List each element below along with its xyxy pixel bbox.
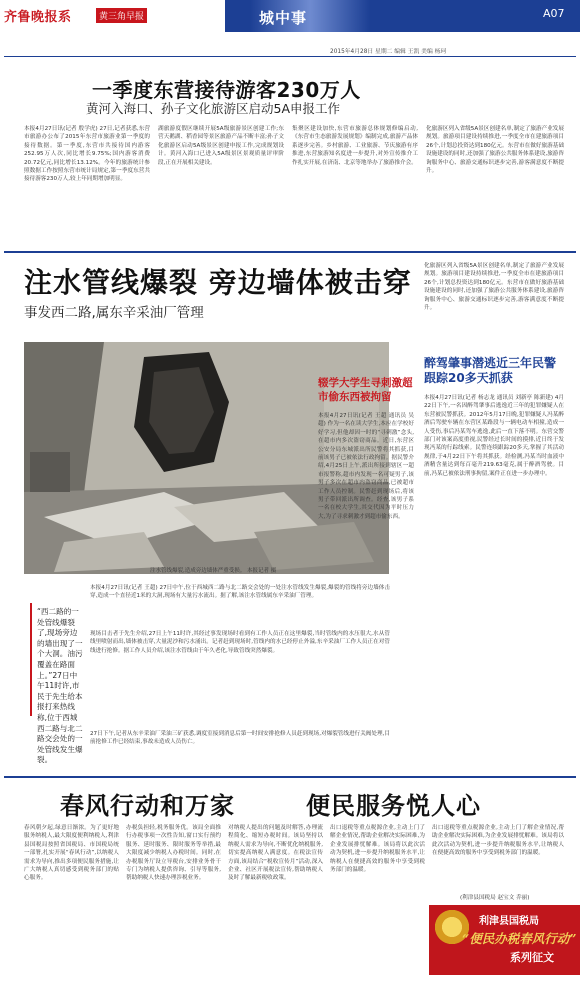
story5-column-4: 出口退税等重点税源企业,主动上门了解企业情况,帮助企业解决实际困难,为企业发展排忧解难。该局将以此次活动为契机,进一步提升纳税服务水平,让纳税人在便捷高效的服务中享受到税务部门的温暖。 <box>330 825 425 874</box>
story1-column-2: 湖旅游度假区继续开展5A级旅游景区创建工作;东营天鹅湖、稻香园等景区旅游产品不断丰富;孙子文化旅游区启动5A级景区创建申报工作,完成规划设计。黄河入海口已进入5A级景区景观质量评审阶段,正在开展相关建设。 <box>158 126 284 166</box>
bottom-divider <box>4 776 576 778</box>
story-divider <box>4 251 576 253</box>
story1-column-1: 本报4月27日讯(记者 殷学虎) 27日,记者获悉,东营市旅游办公布了2015年东营市旅游业第一季度的接待数据。第一季度,东营市共接待国内游客252.95万人次,同比增长9.75%;国内游客消费20.72亿元,同比增长13.12%。今年的旅游统计参照数据工作按照东营市统计局规定,第一季度东营共接待游客230万人,较上年同期增加明显。 <box>24 126 150 183</box>
edition-badge: 黄三角早报 <box>96 8 147 23</box>
banner-line-1: 利津县国税局 <box>479 916 539 927</box>
newspaper-brand: 齐鲁晚报系 <box>4 10 72 25</box>
story1-headline: 一季度东营接待游客230万人 <box>92 78 361 102</box>
story3-body: 本报4月27日讯(记者 王超 通讯员 吴超) 作为一名在读大学生,本应在学校好好学习,但他却因一时的“寻刺激”念头,在超市内多次盗窃商品。近日,东营区公安分局东城派出所民警将其抓获,目前该男子已被依法行政拘留。据民警介绍,4月25日上午,派出所接到辖区一超市报警称,超市内发现一名可疑男子,该男子多次在超市内盗窃商品,已被超市工作人员控制。民警赶到现场后,将该男子带回派出所调查。经查,该男子系一名在校大学生,其交代因为平时压力大,为了寻求刺激才到超市偷东西。 <box>318 413 414 520</box>
story2-paragraph-1: 本报4月27日讯(记者 王超) 27日中午,位于西城西二路与北二路交会处的一处注水管线发生爆裂,爆裂的管线将旁边墙体击穿,造成一个直径近1米的大洞,现场有大量污水流出。据了解,该注水管线属东辛采油厂管理。 <box>90 585 390 600</box>
banner-line-3: 系列征文 <box>510 951 554 964</box>
story5-column-3: 对纳税人提出的问题及时解答,办理流程简化、缩短办税时间。该局坚持以纳税人需求为导向,不断优化纳税服务,切实提高纳税人满意度。在税法宣传方面,该局结合“税收宣传月”活动,深入企业、社区开展税法宣传,帮助纳税人及时了解最新税收政策。 <box>228 825 323 882</box>
story5-column-2: 办税负担轻,税务服务优。该局全面推行办税事项一次性告知,窗口实行预约服务、延时服务、限时服务等举措,最大限度减少纳税人办税时间。同时,在办税服务厅设立导税台,安排业务骨干专门为纳税人提供咨询、引导等服务,帮助纳税人快速办理涉税业务。 <box>126 825 221 882</box>
story1-column-3: 集聚区建设加快,东营市旅游总体规划修编启动,《东营市生态旅游发展规划》编制完成,旅游产品体系逐步完善。乡村旅游、工业旅游、节庆旅游有序推进,东营旅游知名度进一步提升,对外宣传推介工作扎实开展,在济南、北京等地举办了旅游推介会。 <box>292 126 418 166</box>
dateline: 2015年4月28日 星期二 编辑 王凯 美编 杨珂 <box>330 49 447 55</box>
story2-headline: 注水管线爆裂 旁边墙体被击穿 <box>24 266 412 299</box>
photo-caption: 注水管线爆裂,造成旁边墙体严重受损。 本报记者 摄 <box>150 568 277 574</box>
story5-headline-left: 春风行动和万家 <box>60 792 235 820</box>
page-number: A07 <box>543 7 565 20</box>
story2-paragraph-3: 27日下午,记者从东辛采油厂采油三矿获悉,调度室接到消息后第一时间安排抢修人员赶到现场,对爆裂管线进行关阀处理,目前抢修工作已经结束,事故未造成人员伤亡。 <box>90 731 390 746</box>
story5-column-5: 出口退税等重点税源企业,主动上门了解企业情况,帮助企业解决实际困难,为企业发展排忧解难。该局将以此次活动为契机,进一步提升纳税服务水平,让纳税人在便捷高效的服务中享受到税务部门的温暖。 <box>432 825 564 857</box>
story1-subheadline: 黄河入海口、孙子文化旅游区启动5A申报工作 <box>86 101 341 116</box>
story4-intro: 化旅游区列入省级5A景区创建名单,制定了旅游产业发展规划。旅游项目建设持续推进,一季度全市在建旅游项目26个,计划总投资达到180亿元。东营市在做好旅游基础设施建设的同时,还加强了旅游公共服务体系建设,旅游咨询服务中心、旅游交通标识逐步完善,游客满意度不断提升。 <box>424 263 564 312</box>
masthead-divider <box>4 56 576 57</box>
story2-paragraph-2: 现场目击者于先生介绍,27日上午11时许,其经过事发现场时看到有工作人员正在这里爆裂,当时管线内的水压很大,水从管线里喷射而出,墙体被击穿,大量泥沙和污水涌出。记者赶到现场时,管线内的水已经停止外溢,东辛采油厂工作人员正在对管线进行抢修。据工作人员介绍,该注水管线由于年久老化,导致管线突然爆裂。 <box>90 631 390 654</box>
story4-body: 本报4月27日讯(记者 杨志龙 通讯员 刘新亭 陈新建) 4月22日下午,一名因醉驾肇事后逃逸近三年的犯罪嫌疑人在东营被民警抓获。2012年5月17日晚,犯罪嫌疑人冯某醉酒后驾驶车辆在东营区某路段与一辆电动车相撞,造成一人受伤,事后冯某驾车逃逸,此后一直下落不明。东营交警部门对该案高度重视,民警经过长时间的摸排,近日终于发现冯某的行踪线索。民警连续跟踪20多天,掌握了其活动规律,于4月22日下午将其抓获。经检测,冯某当时血液中酒精含量达到每百毫升219.63毫克,属于醉酒驾驶。目前,冯某已被依法刑事拘留,案件正在进一步办理中。 <box>424 395 564 477</box>
story5-credit: (利津县国税局 赵宝文 乔丽) <box>460 895 530 901</box>
story5-headline-right: 便民服务悦人心 <box>306 792 481 820</box>
story2-subheadline: 事发西二路,属东辛采油厂管理 <box>24 305 204 321</box>
section-title: 城中事 <box>259 9 308 27</box>
story4-headline: 醉驾肇事潜逃近三年民警跟踪20多天抓获 <box>424 356 557 385</box>
story5-column-1: 春风朝夕起,绿意日渐浓。为了更好地服务纳税人,最大限度便利纳税人,利津县国税局按照省国税局、市国税局统一部署,扎实开展“春风行动”,以纳税人需求为导向,推出多项便民服务措施,让广大纳税人真切感受到税务部门的贴心服务。 <box>24 825 119 882</box>
banner-line-2: “便民办税春风行动” <box>462 931 577 946</box>
story3-headline: 辍学大学生寻刺激超市偷东西被拘留 <box>318 377 413 403</box>
story1-column-4: 化旅游区列入省级5A景区创建名单,制定了旅游产业发展规划。旅游项目建设持续推进,一季度全市在建旅游项目26个,计划总投资达到180亿元。东营市在做好旅游基础设施建设的同时,还加强了旅游公共服务体系建设,旅游咨询服务中心、旅游交通标识逐步完善,游客满意度不断提升。 <box>426 126 564 175</box>
pull-quote: “西二路的一处管线爆裂了,现场旁边的墙出现了一个大洞。油污覆盖在路面上。”27日中午11时许,市民于先生给本报打来热线称,位于西城西二路与北二路交会处的一处管线发生爆裂。 <box>37 607 83 765</box>
